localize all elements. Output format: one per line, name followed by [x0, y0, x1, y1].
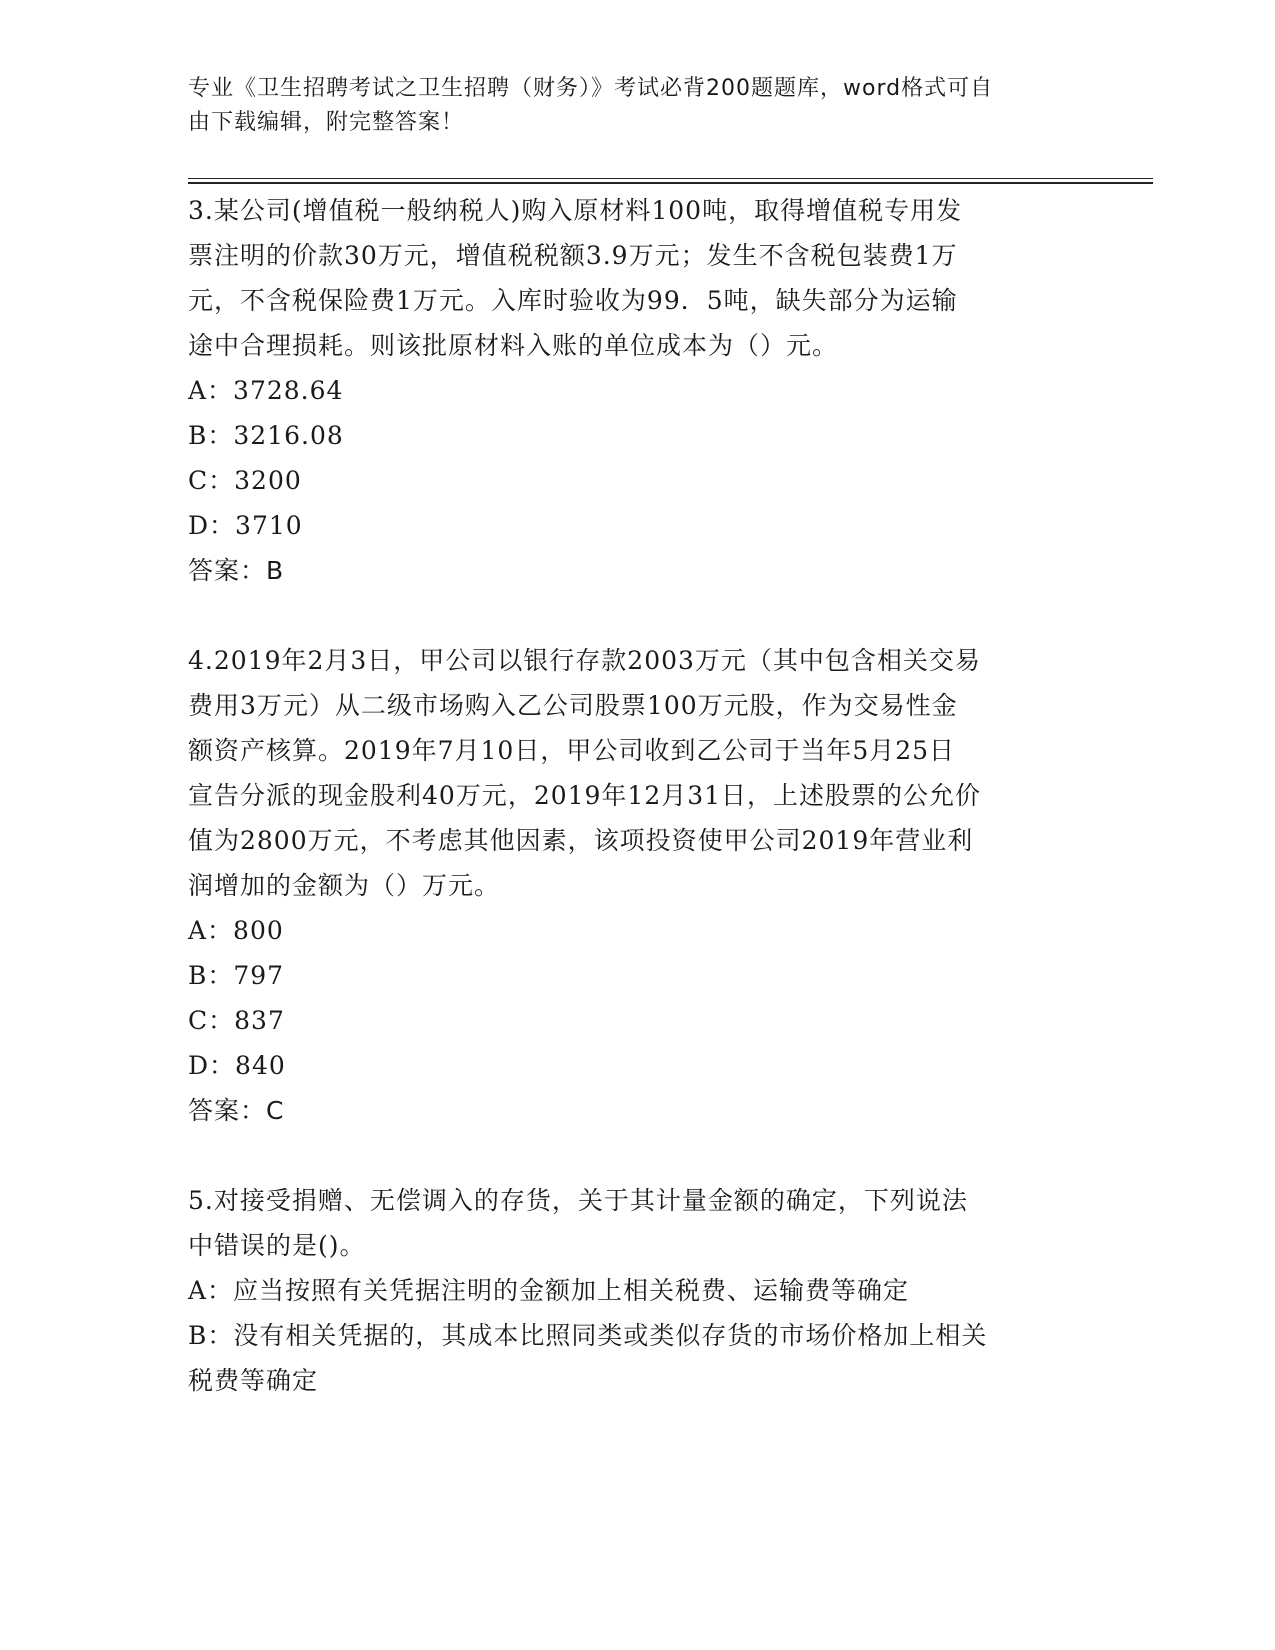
question-3-line-2: 票注明的价款30万元，增值税税额3.9万元；发生不含税包装费1万 — [188, 241, 958, 270]
question-5 — [188, 1178, 1088, 1403]
question-4-answer: 答案：C — [188, 1096, 285, 1125]
question-3-option-a: A：3728.64 — [188, 376, 344, 405]
question-list — [188, 188, 1088, 1403]
question-4-option-a: A：800 — [188, 916, 284, 945]
header-divider-thin — [188, 178, 1153, 179]
question-4 — [188, 638, 1088, 1133]
question-spacer — [188, 593, 1088, 638]
question-3-line-3: 元，不含税保险费1万元。入库时验收为99．5吨，缺失部分为运输 — [188, 286, 958, 315]
question-4-option-d: D：840 — [188, 1051, 286, 1080]
question-4-line-3: 额资产核算。2019年7月10日，甲公司收到乙公司于当年5月25日 — [188, 736, 956, 765]
question-4-option-b: B：797 — [188, 961, 285, 990]
question-spacer — [188, 1133, 1088, 1178]
question-4-line-2: 费用3万元）从二级市场购入乙公司股票100万元股，作为交易性金 — [188, 691, 958, 720]
question-4-line-1: 4.2019年2月3日，甲公司以银行存款2003万元（其中包含相关交易 — [188, 646, 981, 675]
question-4-line-4: 宣告分派的现金股利40万元，2019年12月31日，上述股票的公允价 — [188, 781, 982, 810]
question-5-line-1: 5.对接受捐赠、无偿调入的存货，关于其计量金额的确定，下列说法 — [188, 1186, 968, 1215]
question-4-line-5: 值为2800万元，不考虑其他因素，该项投资使甲公司2019年营业利 — [188, 826, 974, 855]
question-5-option-b: B：没有相关凭据的，其成本比照同类或类似存货的市场价格加上相关 — [188, 1321, 988, 1350]
question-4-line-6: 润增加的金额为（）万元。 — [188, 871, 501, 900]
question-3 — [188, 188, 1088, 593]
question-5-line-2: 中错误的是()。 — [188, 1231, 366, 1260]
header-line-2: 由下载编辑，附完整答案！ — [188, 110, 465, 135]
question-3-option-b: B：3216.08 — [188, 421, 344, 450]
question-5-option-a: A：应当按照有关凭据注明的金额加上相关税费、运输费等确定 — [188, 1276, 910, 1305]
header-line-1: 专业《卫生招聘考试之卫生招聘（财务）》考试必背200题题库，word格式可自 — [188, 76, 994, 101]
question-3-answer: 答案：B — [188, 556, 285, 585]
question-3-option-c: C：3200 — [188, 466, 302, 495]
question-4-option-c: C：837 — [188, 1006, 285, 1035]
document-header — [188, 72, 1068, 140]
question-3-option-d: D：3710 — [188, 511, 303, 540]
header-divider-thick — [188, 182, 1153, 184]
question-3-line-1: 3.某公司(增值税一般纳税人)购入原材料100吨，取得增值税专用发 — [188, 196, 963, 225]
question-5-option-b-continued: 税费等确定 — [188, 1366, 319, 1395]
question-3-line-4: 途中合理损耗。则该批原材料入账的单位成本为（）元。 — [188, 331, 839, 360]
